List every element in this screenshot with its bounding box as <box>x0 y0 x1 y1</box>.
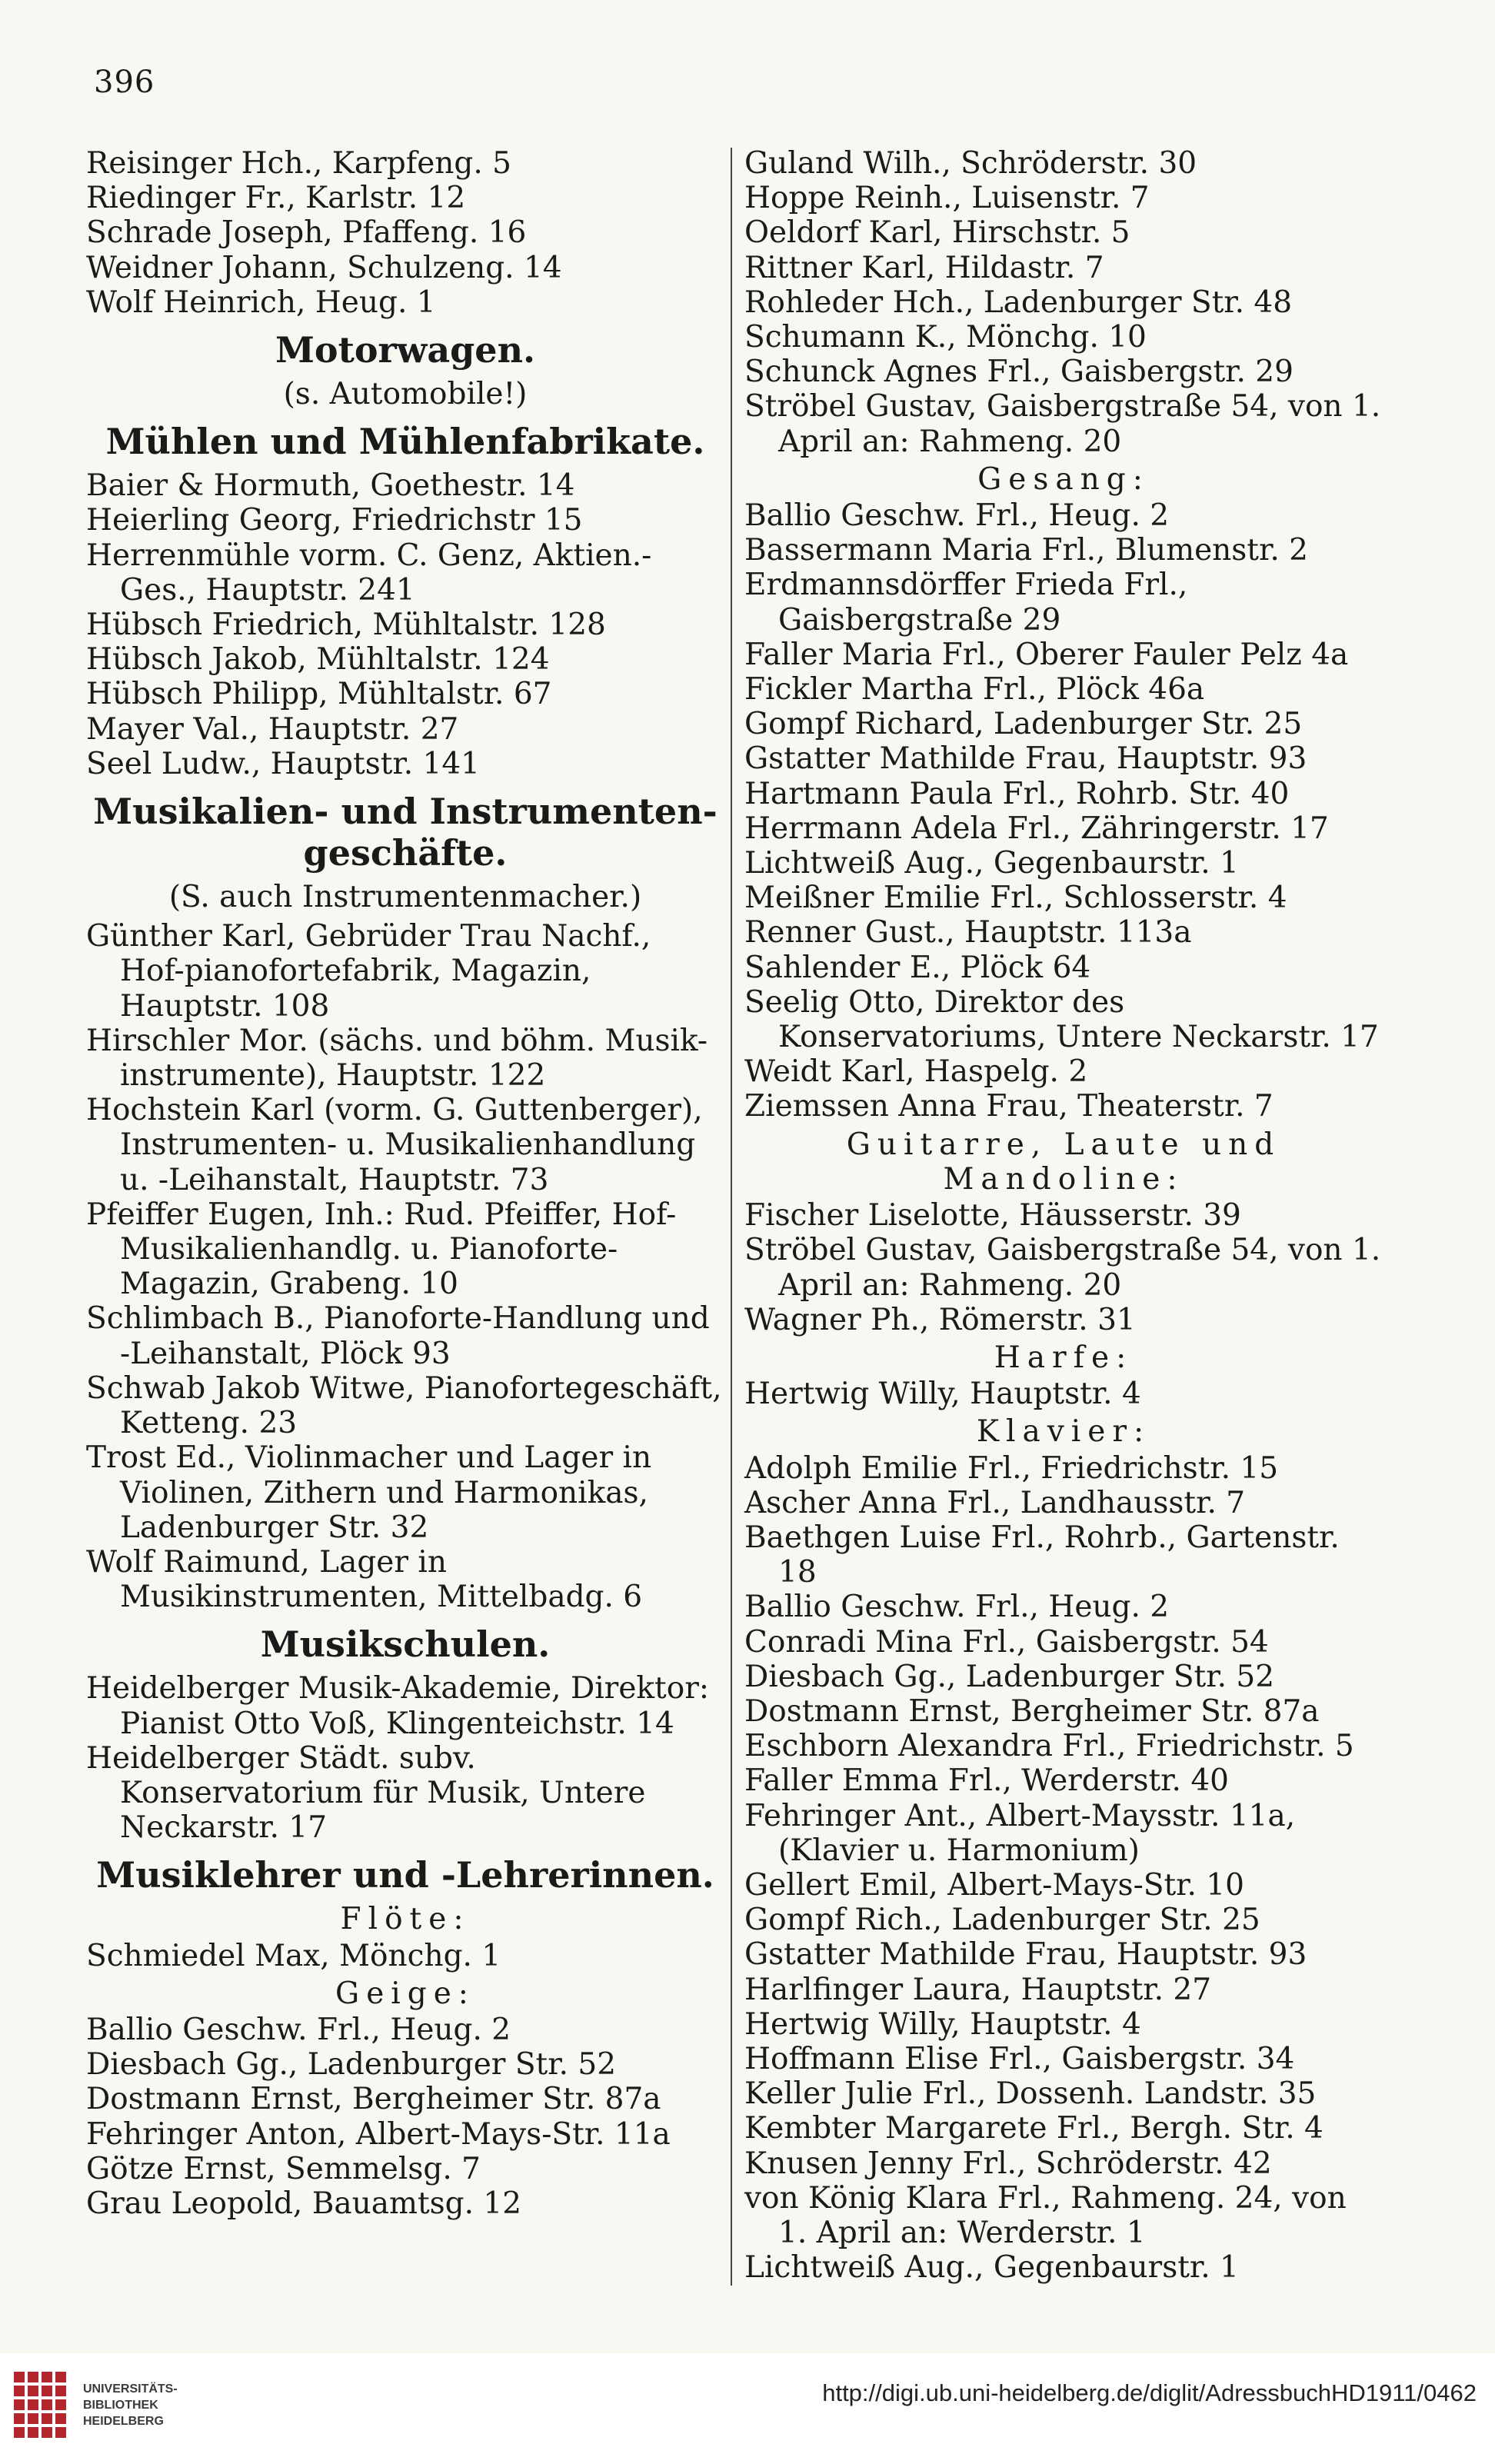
directory-entry: Hirschler Mor. (sächs. und böhm. Musik-instrumente), Hauptstr. 122 <box>86 1023 708 1094</box>
section-heading: Musikschulen. <box>260 1623 551 1666</box>
directory-entry: Ballio Geschw. Frl., Heug. 2 <box>744 1590 1170 1625</box>
directory-entry: Götze Ernst, Semmelsg. 7 <box>86 2151 481 2186</box>
directory-entry: Hübsch Friedrich, Mühltalstr. 128 <box>86 608 606 643</box>
section-heading: Motorwagen. <box>275 329 536 371</box>
directory-entry: Sahlender E., Plöck 64 <box>744 950 1091 985</box>
directory-entry: Hertwig Willy, Hauptstr. 4 <box>744 2006 1141 2042</box>
directory-entry: Wagner Ph., Römerstr. 31 <box>744 1302 1136 1337</box>
directory-entry: Hartmann Paula Frl., Rohrb. Str. 40 <box>744 776 1290 811</box>
subsection-heading: Geige: <box>335 1976 475 2011</box>
directory-entry: Eschborn Alexandra Frl., Friedrichstr. 5 <box>744 1729 1354 1764</box>
directory-entry: Fischer Liselotte, Häusserstr. 39 <box>744 1198 1241 1234</box>
subsection-heading: Gesang: <box>977 461 1150 497</box>
directory-entry: Ballio Geschw. Frl., Heug. 2 <box>86 2012 511 2047</box>
directory-entry: Dostmann Ernst, Bergheimer Str. 87a <box>86 2082 661 2117</box>
directory-entry: Hoffmann Elise Frl., Gaisbergstr. 34 <box>744 2041 1295 2076</box>
directory-entry: Schunck Agnes Frl., Gaisbergstr. 29 <box>744 355 1294 390</box>
directory-entry: Schrade Joseph, Pfaffeng. 16 <box>86 215 527 251</box>
directory-entry: Meißner Emilie Frl., Schlosserstr. 4 <box>744 881 1287 916</box>
directory-entry: Pfeiffer Eugen, Inh.: Rud. Pfeiffer, Hof-Musikalienhandlg. u. Pianoforte-Magazin, Grabeng. 10 <box>86 1197 677 1302</box>
directory-entry: Knusen Jenny Frl., Schröderstr. 42 <box>744 2146 1272 2181</box>
directory-entry: Schwab Jakob Witwe, Pianofortegeschäft, Ketteng. 23 <box>86 1370 722 1441</box>
directory-entry: Gompf Rich., Ladenburger Str. 25 <box>744 1903 1260 1938</box>
directory-entry: Wolf Raimund, Lager in Musikinstrumenten, Mittelbadg. 6 <box>86 1544 643 1615</box>
directory-entry: Grau Leopold, Bauamtsg. 12 <box>86 2186 522 2221</box>
subsection-heading: Harfe: <box>994 1340 1134 1375</box>
section-heading: Mühlen und Mühlenfabrikate. <box>105 421 705 463</box>
directory-entry: Ströbel Gustav, Gaisbergstraße 54, von 1. April an: Rahmeng. 20 <box>744 1233 1381 1303</box>
directory-entry: Harlfinger Laura, Hauptstr. 27 <box>744 1972 1212 2007</box>
directory-entry: Hertwig Willy, Hauptstr. 4 <box>744 1377 1141 1412</box>
directory-entry: Weidner Johann, Schulzeng. 14 <box>86 250 562 285</box>
section-note: (S. auch Instrumentenmacher.) <box>168 880 642 915</box>
directory-entry: Hoppe Reinh., Luisenstr. 7 <box>744 181 1150 216</box>
directory-entry: Herrenmühle vorm. C. Genz, Aktien.-Ges., Hauptstr. 241 <box>86 538 652 608</box>
subsection-heading: Guitarre, Laute und Mandoline: <box>846 1127 1281 1197</box>
directory-entry: Lichtweiß Aug., Gegenbaurstr. 1 <box>744 846 1239 881</box>
directory-entry: Mayer Val., Hauptstr. 27 <box>86 711 459 747</box>
directory-entry: Heidelberger Städt. subv. Konservatorium für Musik, Untere Neckarstr. 17 <box>86 1740 646 1846</box>
directory-entry: Keller Julie Frl., Dossenh. Landstr. 35 <box>744 2076 1317 2112</box>
section-heading: Musiklehrer und -Lehrerinnen. <box>96 1854 714 1896</box>
directory-entry: von König Klara Frl., Rahmeng. 24, von 1. April an: Werderstr. 1 <box>744 2180 1347 2250</box>
section-heading: Musikalien- und Instrumenten-geschäfte. <box>93 791 718 874</box>
directory-entry: Faller Maria Frl., Oberer Fauler Pelz 4a <box>744 637 1349 672</box>
directory-entry: Weidt Karl, Haspelg. 2 <box>744 1054 1088 1090</box>
directory-entry: Fickler Martha Frl., Plöck 46a <box>744 672 1205 708</box>
directory-entry: Bassermann Maria Frl., Blumenstr. 2 <box>744 533 1308 568</box>
directory-entry: Schmiedel Max, Mönchg. 1 <box>86 1938 501 1973</box>
right-column <box>744 146 1383 2285</box>
directory-entry: Dostmann Ernst, Bergheimer Str. 87a <box>744 1693 1320 1729</box>
section-note: (s. Automobile!) <box>283 377 528 412</box>
directory-entry: Ströbel Gustav, Gaisbergstraße 54, von 1. April an: Rahmeng. 20 <box>744 389 1381 459</box>
directory-entry: Lichtweiß Aug., Gegenbaurstr. 1 <box>744 2250 1239 2286</box>
directory-entry: Gstatter Mathilde Frau, Hauptstr. 93 <box>744 1937 1307 1973</box>
left-column <box>86 146 724 2221</box>
directory-entry: Baier & Hormuth, Goethestr. 14 <box>86 468 575 504</box>
directory-entry: Gstatter Mathilde Frau, Hauptstr. 93 <box>744 741 1307 777</box>
directory-entry: Kembter Margarete Frl., Bergh. Str. 4 <box>744 2111 1324 2146</box>
directory-entry: Seel Ludw., Hauptstr. 141 <box>86 746 480 781</box>
directory-entry: Hübsch Philipp, Mühltalstr. 67 <box>86 677 552 712</box>
subsection-heading: Flöte: <box>340 1902 471 1937</box>
directory-entry: Ascher Anna Frl., Landhausstr. 7 <box>744 1485 1246 1520</box>
directory-entry: Seelig Otto, Direktor des Konservatoriums, Untere Neckarstr. 17 <box>744 984 1379 1055</box>
footer-bar <box>0 2353 1495 2464</box>
source-url-link[interactable]: http://digi.ub.uni-heidelberg.de/diglit/AdressbuchHD1911/0462 <box>822 2379 1477 2406</box>
directory-entry: Diesbach Gg., Ladenburger Str. 52 <box>86 2047 617 2083</box>
column-divider <box>731 148 732 2286</box>
directory-entry: Herrmann Adela Frl., Zähringerstr. 17 <box>744 811 1329 846</box>
directory-entry: Hübsch Jakob, Mühltalstr. 124 <box>86 642 550 678</box>
directory-entry: Renner Gust., Hauptstr. 113a <box>744 915 1192 951</box>
directory-entry: Adolph Emilie Frl., Friedrichstr. 15 <box>744 1450 1279 1486</box>
directory-entry: Riedinger Fr., Karlstr. 12 <box>86 181 466 216</box>
subsection-heading: Klavier: <box>976 1414 1151 1450</box>
directory-entry: Reisinger Hch., Karpfeng. 5 <box>86 146 511 181</box>
directory-entry: Faller Emma Frl., Werderstr. 40 <box>744 1763 1229 1799</box>
page-number: 396 <box>94 65 155 100</box>
directory-entry: Ziemssen Anna Frau, Theaterstr. 7 <box>744 1089 1274 1124</box>
directory-entry: Trost Ed., Violinmacher und Lager in Violinen, Zithern und Harmonikas, Ladenburger Str. 32 <box>86 1440 652 1545</box>
library-name: UNIVERSITÄTS- BIBLIOTHEK HEIDELBERG <box>83 2382 178 2428</box>
directory-entry: Fehringer Anton, Albert-Mays-Str. 11a <box>86 2116 671 2152</box>
directory-entry: Heierling Georg, Friedrichstr 15 <box>86 503 583 538</box>
directory-entry: Rittner Karl, Hildastr. 7 <box>744 250 1104 285</box>
directory-entry: Hochstein Karl (vorm. G. Guttenberger), Instrumenten- u. Musikalienhandlung u. -Leihanstalt, Hauptstr. 73 <box>86 1093 703 1197</box>
directory-entry: Fehringer Ant., Albert-Maysstr. 11a, (Klavier u. Harmonium) <box>744 1798 1296 1868</box>
directory-entry: Erdmannsdörffer Frieda Frl., Gaisbergstraße 29 <box>744 568 1188 638</box>
directory-entry: Oeldorf Karl, Hirschstr. 5 <box>744 215 1130 251</box>
university-library-logo-icon <box>11 2369 72 2444</box>
directory-entry: Diesbach Gg., Ladenburger Str. 52 <box>744 1659 1275 1694</box>
directory-entry: Guland Wilh., Schröderstr. 30 <box>744 146 1197 181</box>
directory-entry: Gompf Richard, Ladenburger Str. 25 <box>744 707 1303 742</box>
directory-entry: Rohleder Hch., Ladenburger Str. 48 <box>744 285 1293 320</box>
directory-entry: Ballio Geschw. Frl., Heug. 2 <box>744 498 1170 534</box>
directory-entry: Schlimbach B., Pianoforte-Handlung und -Leihanstalt, Plöck 93 <box>86 1301 710 1371</box>
directory-entry: Conradi Mina Frl., Gaisbergstr. 54 <box>744 1624 1269 1660</box>
directory-entry: Gellert Emil, Albert-Mays-Str. 10 <box>744 1867 1244 1903</box>
directory-entry: Wolf Heinrich, Heug. 1 <box>86 285 436 320</box>
directory-entry: Schumann K., Mönchg. 10 <box>744 320 1147 355</box>
directory-entry: Günther Karl, Gebrüder Trau Nachf., Hof-pianofortefabrik, Magazin, Hauptstr. 108 <box>86 919 651 1024</box>
directory-entry: Baethgen Luise Frl., Rohrb., Gartenstr. 18 <box>744 1520 1340 1590</box>
directory-entry: Heidelberger Musik-Akademie, Direktor: Pianist Otto Voß, Klingenteichstr. 14 <box>86 1671 709 1741</box>
